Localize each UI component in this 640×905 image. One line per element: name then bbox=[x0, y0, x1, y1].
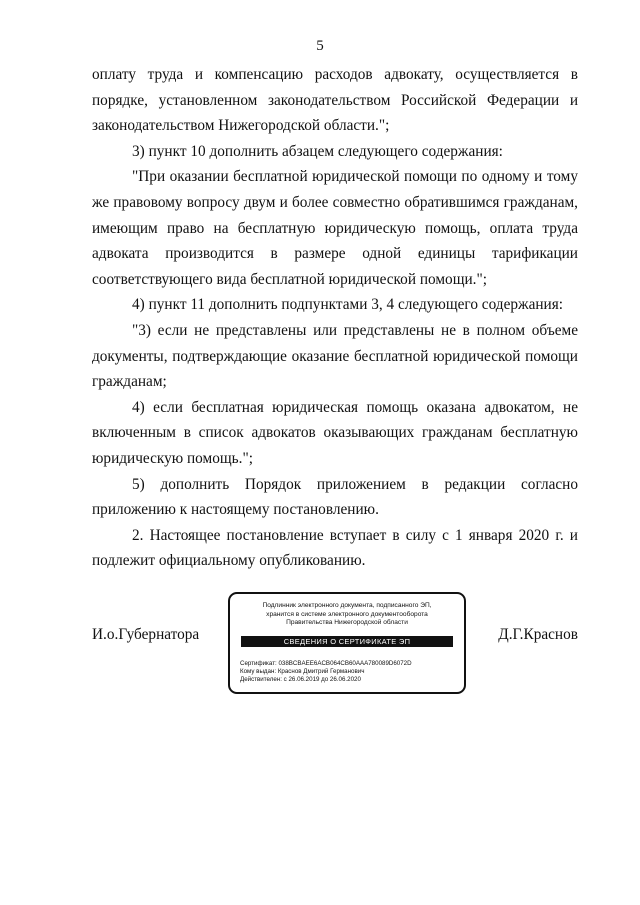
stamp-header-line: Подлинник электронного документа, подписанного ЭП, bbox=[262, 602, 432, 609]
paragraph-clause-2: 2. Настоящее постановление вступает в силу с 1 января 2020 г. и подлежит официальному опубликованию. bbox=[92, 526, 578, 570]
paragraph-item-5: 5) дополнить Порядок приложением в редакции согласно приложению к настоящему постановлению. bbox=[92, 475, 578, 519]
paragraph-quote-item-10: "При оказании бесплатной юридической помощи по одному и тому же правовому вопросу двум и более совместно обратившимся гражданам, имеющим право на бесплатную юридическую помощь, оплата труда адвоката производится в размере одной единицы тарификации соответствующего вида бесплатной юридической помощи."; bbox=[92, 168, 578, 288]
paragraph-continuation: оплату труда и компенсацию расходов адвокату, осуществляется в порядке, установленном законодательством Российской Федерации и законодательством Нижегородской области."; bbox=[92, 66, 578, 135]
stamp-header bbox=[234, 602, 460, 628]
stamp-issued-to: Кому выдан: Краснов Дмитрий Германович bbox=[240, 668, 365, 675]
stamp-validity: Действителен: с 26.06.2019 до 26.06.2020 bbox=[240, 676, 361, 683]
paragraph-subitem-4: 4) если бесплатная юридическая помощь оказана адвокатом, не включенным в список адвокатов оказывающих гражданам бесплатную юридическую помощь."; bbox=[92, 398, 578, 467]
paragraph-subitem-3: "3) если не представлены или представлены не в полном объеме документы, подтверждающие оказание бесплатной юридической помощи гражданам; bbox=[92, 321, 578, 391]
signatory-name: Д.Г.Краснов bbox=[498, 626, 578, 643]
stamp-details bbox=[240, 660, 458, 684]
paragraph-item-4: 4) пункт 11 дополнить подпунктами 3, 4 следующего содержания: bbox=[132, 296, 564, 314]
electronic-signature-stamp bbox=[228, 592, 466, 694]
stamp-header-line: хранится в системе электронного документооборота bbox=[266, 610, 428, 618]
page-number: 5 bbox=[316, 38, 324, 54]
stamp-header-line: Правительства Нижегородской области bbox=[286, 619, 408, 627]
stamp-certificate-number: Сертификат: 038BCBAEE6ACB064CB60AAA780089D6072D bbox=[240, 660, 412, 667]
signatory-position: И.о.Губернатора bbox=[92, 626, 200, 643]
stamp-certificate-bar: СВЕДЕНИЯ О СЕРТИФИКАТЕ ЭП bbox=[241, 636, 453, 647]
document-body bbox=[92, 62, 578, 574]
paragraph-item-3: 3) пункт 10 дополнить абзацем следующего содержания: bbox=[132, 142, 503, 160]
